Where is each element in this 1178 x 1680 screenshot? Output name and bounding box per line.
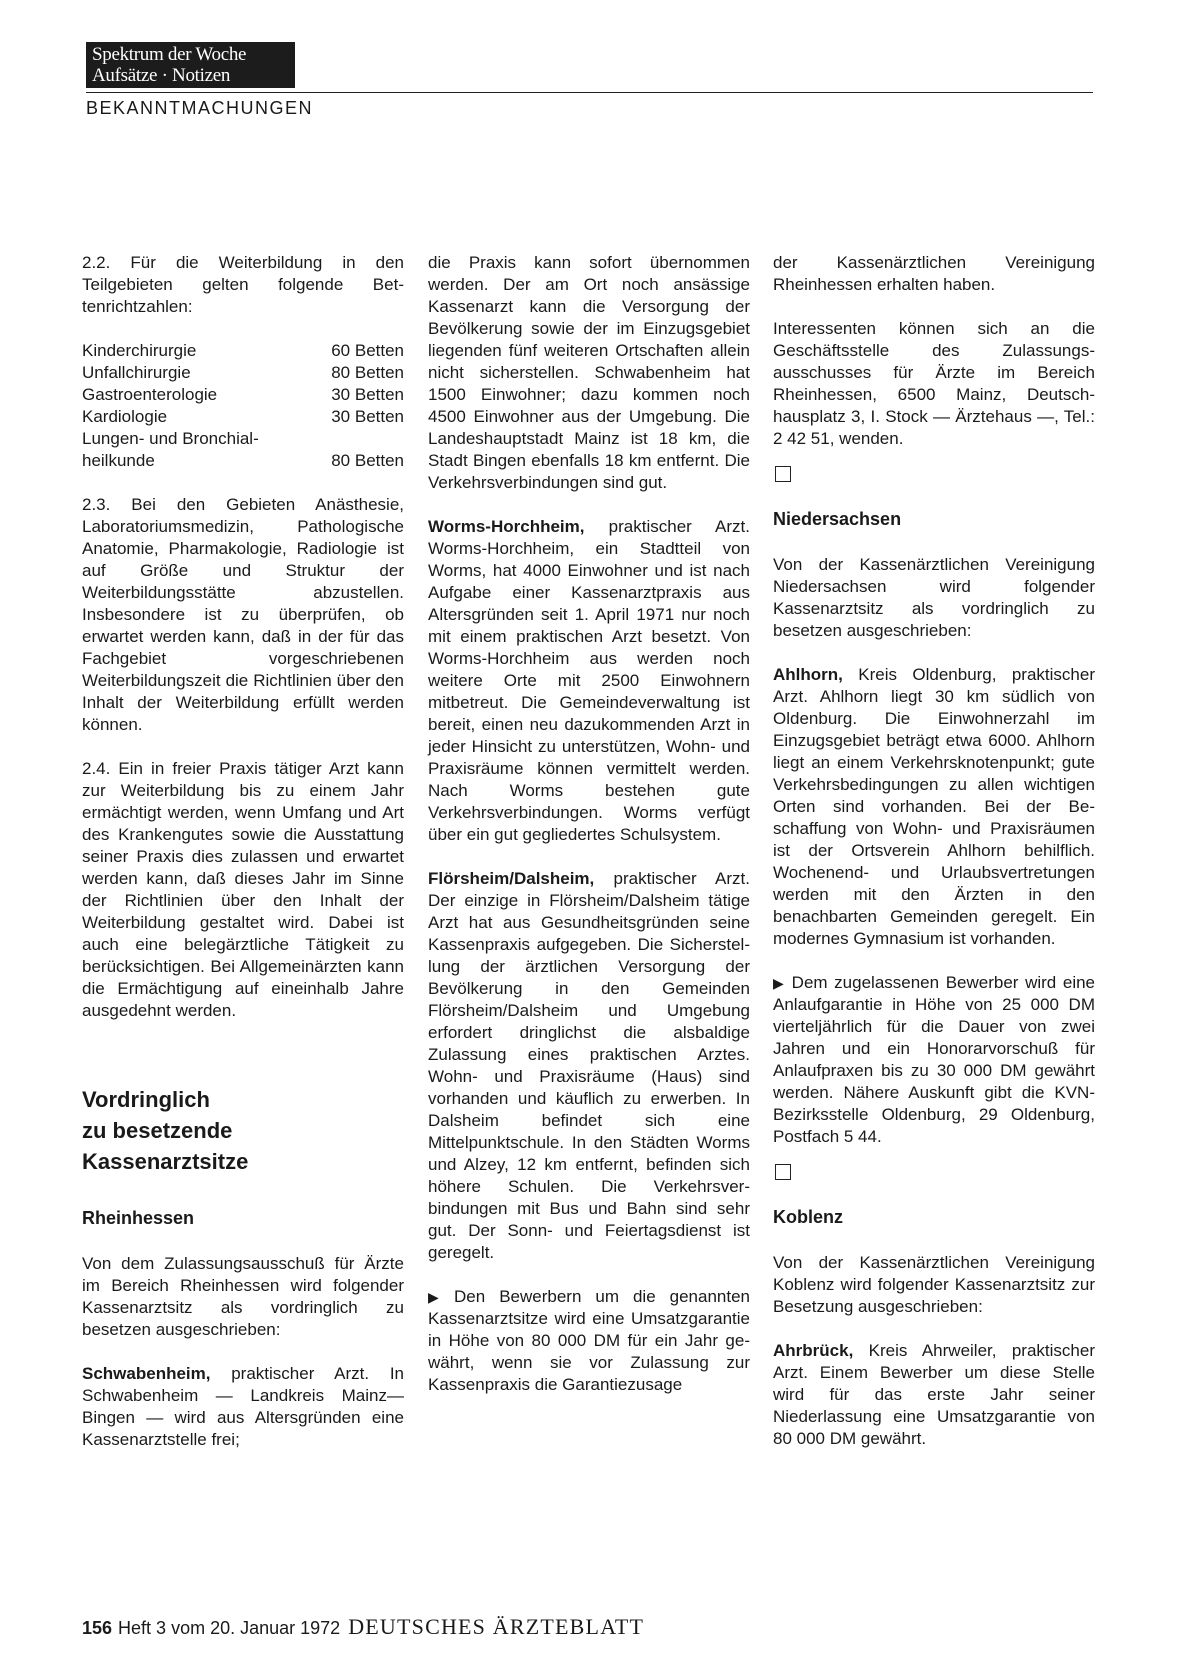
place-name: Flörsheim/Dalsheim, [428,869,595,888]
heading-niedersachsen: Niedersachsen [773,509,902,529]
paragraph-2-4: 2.4. Ein in freier Praxis tätiger Arzt kann zur Weiterbildung bis zu einem Jahr ermächtigt werden, wenn Umfang und Art des Krankengutes sowie die Ausstattung seiner Praxis dies zulassen und erwartet werden kann, daß dieses Jahr im Sinne der Richtlinien über den Inhalt der Weiterbildung gestaltet wird. Dabei ist auch eine belegärztliche Tätigkeit zu berücksichtigen. Bei Allgemeinärzten kann die Ermächtigung auf eineinhalb Jahre ausgedehnt werden. [82,759,404,1020]
main-heading [82,1084,404,1177]
place-text: Kreis Oldenburg, praktischer Arzt. Ahlhorn liegt 30 km südlich von Oldenburg. Die Einwohnerzahl im Einzugsgebiet beträgt etwa 6000. Ahlhorn liegt an einem Verkehrsknotenpunkt; gute Verkehrsbedingungen zu allen wichtigen Orten sind vorhanden. Bei der Beschaffung von Wohn- und Praxisräumen ist der Ortsverein Ahlhorn behilflich. Wochenend- und Urlaubsvertretungen werden mit den Ärzten in den benachbarten Gemeinden geregelt. Ein modernes Gymnasium ist vorhanden. [773,665,1095,948]
paragraph-rheinhessen-end: der Kassenärztlichen Vereinigung Rheinhessen erhalten haben. [773,253,1095,294]
paragraph-worms-horchheim [428,516,750,846]
paragraph-contact: Interessenten können sich an die Geschäftsstelle des Zulassungsausschusses für Ärzte im Bereich Rheinhessen, 6500 Mainz, Deutschhausplatz 3, I. Stock — Ärztehaus —, Tel.: 2 42 51, wenden. [773,319,1095,448]
paragraph-floersheim [428,868,750,1264]
bed-row [82,384,404,406]
bed-name: Kardiologie [82,407,168,426]
bed-name: Kinderchirurgie [82,341,197,360]
main-heading-line: zu besetzende [82,1118,233,1143]
paragraph-rheinhessen-intro: Von dem Zulassungsausschuß für Ärzte im Bereich Rheinhessen wird folgender Kassenarztsitz als vordringlich zu besetzen ausgeschrieben: [82,1254,404,1339]
column-3 [773,252,1095,1450]
triangle-bullet-icon: ▶ [773,975,786,991]
place-text: praktischer Arzt. Der einzige in Flörsheim/Dalsheim tätige Arzt hat aus Gesundheitsgründen seine Kassenpraxis aufgegeben. Die Sicherstellung der ärztlichen Versorgung der Bevölkerung in den Gemeinden Flörsheim/Dalsheim und Umgebung erfordert dringlichst die alsbaldige Zulassung eines praktischen Arztes. Wohn- und Praxisräume (Haus) sind vorhanden und käuflich zu erwerben. In Dalsheim befindet sich eine Mittelpunktschule. In den Städten Worms und Alzey, 12 km entfernt, befinden sich höhere Schulen. Die Verkehrsverbindungen mit Bus und Bahn sind sehr gut. Der Sonn- und Feiertagsdienst ist geregelt. [428,869,750,1262]
section-label: BEKANNTMACHUNGEN [86,98,314,118]
guarantee-text: Den Bewerbern um die genannten Kassenarztsitze wird eine Umsatzgarantie in Höhe von 80 000 DM für ein Jahr gewährt, wenn sie vor Zulassung zur Kassenpraxis die Garantiezusage [428,1287,750,1394]
bed-row [82,406,404,428]
place-name: Schwabenheim, [82,1364,211,1383]
bed-value: 30 Betten [331,385,404,404]
masthead [86,42,295,88]
place-name: Worms-Horchheim, [428,517,585,536]
paragraph-schwabenheim-cont: die Praxis kann sofort übernommen werden. Der am Ort noch ansässige Kassenarzt kann die Versorgung der Bevölkerung sowie der im Einzugsgebiet liegenden fünf weiteren Ortschaften allein nicht sicherstellen. Schwabenheim hat 1500 Einwohner; dazu kommen noch 4500 Einwohner aus der Umgebung. Die Landeshauptstadt Mainz ist 18 km, die Stadt Bingen ebenfalls 18 km entfernt. Die Verkehrsverbindungen sind gut. [428,253,750,492]
paragraph-koblenz-intro: Von der Kassenärztlichen Vereinigung Koblenz wird folgender Kassenarztsitz zur Besetzung ausgeschrieben: [773,1253,1095,1316]
heading-koblenz: Koblenz [773,1207,843,1227]
header-rule [86,92,1093,93]
bed-value: 80 Betten [331,363,404,382]
bed-name: Unfallchirurgie [82,363,191,382]
place-text: praktischer Arzt. Worms-Horchheim, ein Stadtteil von Worms, hat 4000 Einwohner und ist nach Aufgabe einer Kassenarztpraxis aus Altersgründen seit 1. April 1971 nur noch mit einem praktischen Arzt besetzt. Von Worms-Horchheim aus werden noch weitere Orte mit 2500 Einwohnern mitbetreut. Die Gemeindeverwaltung ist bereit, einen neu dazukommenden Arzt in jeder Hinsicht zu unterstützen, Wohn- und Praxisräume können vermittelt werden. Nach Worms bestehen gute Verkehrsverbindungen. Worms verfügt über ein gut gegliedertes Schulsystem. [428,517,750,844]
bed-row [82,362,404,384]
paragraph-ahlhorn [773,664,1095,950]
bed-row [82,428,404,472]
bed-row [82,340,404,362]
paragraph-2-3: 2.3. Bei den Gebieten Anästhesie, Laboratoriumsmedizin, Pathologische Anatomie, Pharmakologie, Radiologie ist auf Größe und Struktur der Weiterbildungsstätte abzustellen. Insbesondere ist zu überprüfen, ob erwartet werden kann, daß in der für das Fachgebiet vorgeschriebenen Weiterbildungszeit die Richtlinien über den Inhalt der Weiterbildung erfüllt werden können. [82,495,404,734]
guarantee-text: Dem zugelassenen Bewerber wird eine Anlaufgarantie in Höhe von 25 000 DM vierteljährlich für die Dauer von zwei Jahren und ein Honorarvorschuß für Anlaufpraxen bis zu 30 000 DM gewährt werden. Nähere Auskunft gibt die KVN-Bezirksstelle Oldenburg, 29 Oldenburg, Postfach 5 44. [773,973,1095,1146]
issue-info: Heft 3 vom 20. Januar 1972 [118,1618,341,1638]
bed-name: Lungen- und Bronchialheilkunde [82,429,259,470]
heading-rheinhessen: Rheinhessen [82,1208,195,1228]
bed-table [82,340,404,472]
end-square-icon [775,1164,791,1180]
main-heading-line: Vordringlich [82,1087,210,1112]
bed-value: 80 Betten [331,451,404,470]
column-2 [428,252,750,1396]
paragraph-2-2: 2.2. Für die Weiterbildung in den Teilgebieten gelten folgende Bettenrichtzahlen: [82,253,404,316]
publication-brand: DEUTSCHES ÄRZTEBLATT [348,1614,645,1639]
bed-value: 30 Betten [331,407,404,426]
masthead-line2: Aufsätze · Notizen [92,65,231,86]
bed-name: Gastroenterologie [82,385,218,404]
paragraph-guarantee [428,1286,750,1396]
page-footer [82,1614,644,1640]
page-number: 156 [82,1618,113,1638]
end-square-icon [775,466,791,482]
paragraph-niedersachsen-intro: Von der Kassenärztlichen Vereinigung Niedersachsen wird folgender Kassenarztsitz als vordringlich zu besetzen ausgeschrieben: [773,555,1095,640]
place-text: praktischer Arzt. In Schwabenheim — Landkreis Mainz—Bingen — wird aus Altersgründen eine Kassenarztstelle frei; [82,1364,404,1449]
bed-value: 60 Betten [331,341,404,360]
place-name: Ahrbrück, [773,1341,854,1360]
main-heading-line: Kassenarztsitze [82,1149,249,1174]
paragraph-schwabenheim [82,1363,404,1451]
paragraph-ahlhorn-guarantee [773,972,1095,1148]
masthead-line1: Spektrum der Woche [92,44,247,65]
paragraph-ahrbrueck [773,1340,1095,1450]
place-name: Ahlhorn, [773,665,843,684]
column-1 [82,252,404,1451]
triangle-bullet-icon: ▶ [428,1289,449,1305]
place-text: Kreis Ahrweiler, praktischer Arzt. Einem Bewerber um diese Stelle wird für das erste Jahr seiner Niederlassung eine Umsatzgarantie von 80 000 DM gewährt. [773,1341,1095,1448]
